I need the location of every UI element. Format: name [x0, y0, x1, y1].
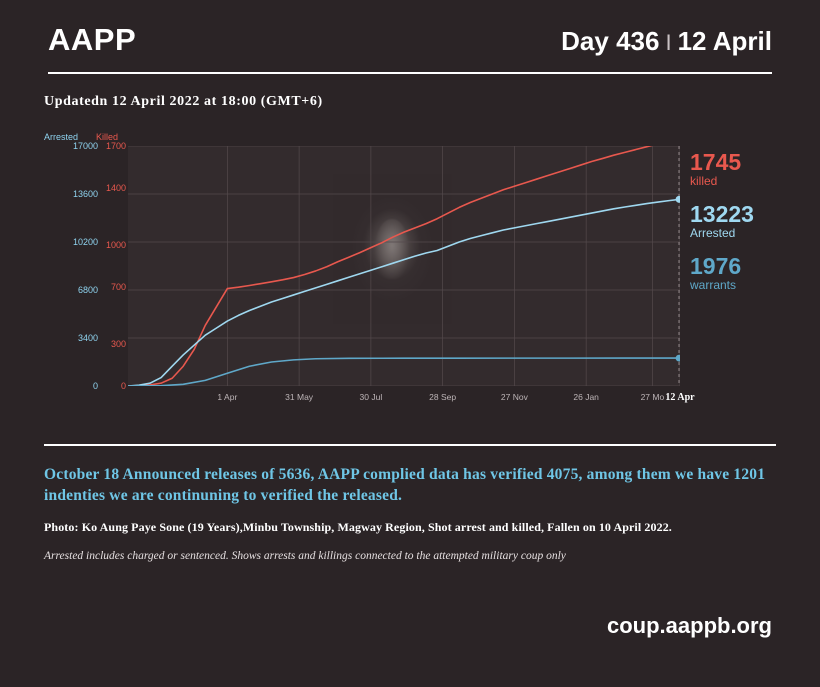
date-label: 12 April: [677, 26, 772, 56]
y-axis-tick-killed: 300: [110, 338, 126, 349]
x-axis-tick: 27 Nov: [500, 392, 528, 402]
y-axis-tick-killed: 1700: [105, 141, 126, 151]
day-count: Day 436: [561, 26, 660, 56]
updated-timestamp: Updatedn 12 April 2022 at 18:00 (GMT+6): [44, 94, 323, 109]
website-url[interactable]: coup.aappb.org: [607, 613, 772, 638]
chart-container: [0, 132, 820, 416]
x-axis-tick: 26 Jan: [573, 392, 599, 402]
annotation-warrants: [690, 254, 741, 292]
x-axis-tick: 31 May: [285, 392, 314, 402]
y-axis-tick-killed: 0: [120, 381, 126, 391]
x-axis-tick: 30 Jul: [359, 392, 383, 402]
y-axis-tick-killed: 1400: [105, 183, 126, 194]
killed-label: killed: [690, 174, 718, 188]
chart-plot-area: [72, 141, 695, 403]
warrants-value: 1976: [690, 253, 742, 279]
y-axis-tick-arrested: 17000: [72, 141, 98, 151]
annotation-killed: [690, 150, 741, 188]
x-axis-tick: 27 Mo: [640, 392, 665, 402]
x-axis-tick: 12 Apr: [665, 392, 695, 403]
day-date-label: [561, 26, 772, 57]
chart-svg: [128, 146, 680, 386]
arrested-value: 13223: [690, 201, 754, 227]
warrants-label: warrants: [690, 278, 737, 292]
day-date-separator: I: [665, 30, 672, 55]
y-axis-tick-arrested: 0: [92, 381, 98, 391]
y-axis-tick-killed: 1000: [105, 239, 126, 250]
methodology-note: Arrested includes charged or sentenced. Shows arrests and killings connected to the attempted military coup only: [44, 550, 566, 562]
y-axis-tick-arrested: 6800: [77, 285, 98, 295]
killed-value: 1745: [690, 149, 742, 175]
footer: [0, 446, 820, 564]
y-axis-tick-arrested: 13600: [72, 189, 98, 199]
brand-title: AAPP: [48, 22, 137, 57]
header-divider: [48, 72, 772, 74]
x-axis-tick: 28 Sep: [429, 392, 457, 402]
axis-title-arrested: Arrested: [44, 132, 79, 142]
y-axis-tick-arrested: 10200: [72, 237, 98, 247]
y-axis-tick-arrested: 3400: [77, 333, 98, 343]
annotation-arrested: [690, 202, 754, 240]
arrested-label: Arrested: [690, 226, 736, 240]
headline-text: October 18 Announced releases of 5636, AAPP complied data has verified 4075, among them we have 1201 indenties we are continuning to verified the released.: [44, 466, 766, 504]
header: [0, 0, 820, 58]
photo-credit: Photo: Ko Aung Paye Sone (19 Years),Minbu Township, Magway Region, Shot arrest and killed, Fallen on 10 April 2022.: [44, 520, 672, 534]
y-axis-tick-killed: 700: [110, 282, 126, 293]
axis-title-killed: Killed: [96, 132, 119, 142]
x-axis-tick: 1 Apr: [217, 392, 238, 402]
